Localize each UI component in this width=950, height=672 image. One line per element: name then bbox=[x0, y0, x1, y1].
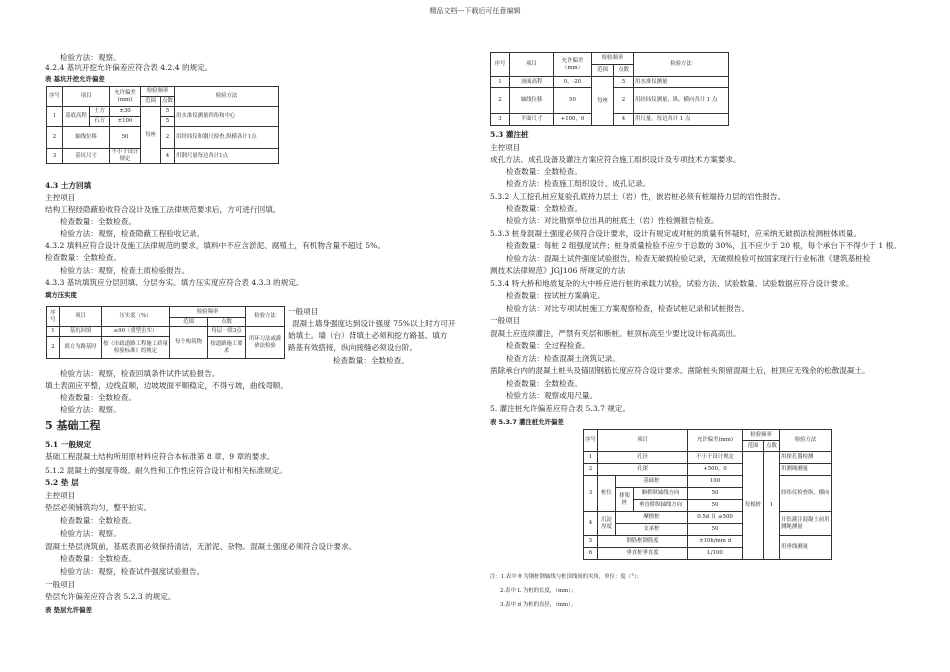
table-cell: 桩位 bbox=[598, 476, 616, 512]
table-cell: 50 bbox=[110, 127, 141, 149]
text-line: 5.3.2 人工挖孔桩应复验孔底持力层土（岩）性，嵌岩桩必须有桩端持力层的岩性报告。 bbox=[490, 192, 786, 201]
text-line: 检验方法：观察，检查隐蔽工程验收记录。 bbox=[60, 229, 205, 238]
text-line: 检验方法：观察。 bbox=[60, 405, 121, 414]
text-line: 检查数量：全数检查。 bbox=[60, 393, 136, 402]
text-line: 检验方法：观察，检查试件强度试验报告。 bbox=[60, 567, 205, 576]
table-cell: 允许偏差（mm） bbox=[554, 53, 592, 77]
section-heading: 5.1 一般规定 bbox=[45, 440, 92, 449]
table-note: 注：1.表中 θ 为钢桩钢轴线与桩顶线间的夹角，单位：度（°）； bbox=[490, 574, 642, 580]
table-cell: 2 bbox=[47, 337, 60, 359]
table-cell: 按《市政道路工程施工质量检验标准》的规定 bbox=[102, 337, 170, 359]
table-cell: 轴线位移 bbox=[63, 127, 110, 149]
table-cell: 排架桩 bbox=[616, 488, 634, 512]
table-cell: 3 bbox=[491, 114, 510, 126]
table-cell: 孔深 bbox=[598, 464, 688, 476]
fill-compaction-table bbox=[46, 306, 285, 359]
table-cell: +500，0 bbox=[688, 464, 743, 476]
table-cell: 项目 bbox=[60, 307, 102, 327]
table-cell: 项目 bbox=[63, 87, 110, 107]
excavation-tolerance-table bbox=[46, 86, 279, 164]
table-caption: 表 垫层允许偏差 bbox=[45, 606, 92, 614]
table-cell: 不小于设计规定 bbox=[688, 452, 743, 464]
text-line: 一般项目 bbox=[490, 316, 521, 325]
table-cell: 项目 bbox=[598, 430, 688, 452]
text-line: 5.1.2 混凝土的强度等级、耐久性和工作性应符合设计和相关标准规定。 bbox=[45, 466, 287, 475]
table-cell: 2 bbox=[584, 464, 598, 476]
text-line: 垫层允许偏差应符合表 5.2.3 的规定。 bbox=[45, 592, 176, 601]
table-cell: 2 bbox=[47, 127, 63, 149]
table-cell: 5 bbox=[161, 117, 175, 127]
text-line: 5. 灌注桩允许偏差应符合表 5.3.7 规定。 bbox=[490, 404, 631, 413]
table-cell: 开钻灌注混凝土前用测绳测量 bbox=[780, 512, 832, 536]
table-cell: 沉淀厚度 bbox=[598, 512, 616, 536]
text-line: 混凝土墙身强度达到设计强度 75%以上时方可开 bbox=[292, 319, 456, 328]
table-caption: 表 基坑开挖允许偏差 bbox=[45, 75, 105, 83]
text-line: 成孔方法、成孔设备及灌注方案应符合施工组织设计及专项技术方案要求。 bbox=[490, 155, 741, 164]
table-cell: 50 bbox=[554, 88, 592, 114]
table-caption: 填方压实度 bbox=[45, 291, 77, 299]
text-line: 检查数量：全数检查。 bbox=[60, 217, 136, 226]
table-cell: 用水准仪测量 bbox=[634, 77, 729, 88]
table-cell: 4 bbox=[161, 149, 175, 164]
table-cell: 压实度（%） bbox=[102, 307, 170, 327]
table-cell: 5 bbox=[161, 107, 175, 117]
table-cell: 用钢尺量每边各计1点 bbox=[175, 149, 279, 164]
table-cell: 2 bbox=[161, 127, 175, 149]
table-cell: 1 bbox=[491, 77, 510, 88]
table-cell: 范围 bbox=[592, 65, 614, 77]
table-cell: 每个构筑物 bbox=[170, 327, 208, 359]
chapter-heading: 5 基础工程 bbox=[45, 419, 101, 432]
table-cell: 2 bbox=[614, 88, 634, 114]
table-cell: 1 bbox=[584, 452, 598, 464]
table-cell: 不小于设计规定 bbox=[110, 149, 141, 164]
table-cell: 每座 bbox=[141, 107, 161, 164]
table-cell: 垂直桥纵轴线方向 bbox=[634, 500, 688, 512]
table-cell: 孔径 bbox=[598, 452, 688, 464]
text-line: 5.3.3 桩身混凝土强度必须符合设计要求，设计有规定或对桩的质量有怀疑时，应采纳无破损法检测桩体质量。 bbox=[490, 229, 862, 238]
table-cell: 序号 bbox=[584, 430, 598, 452]
table-cell: 每座 bbox=[592, 77, 614, 126]
text-line: 填土表面应平整，边线直顺，边坡坡面平顺稳定，不得亏坡，曲线弯顺。 bbox=[45, 381, 288, 390]
table-cell: 检验频率 bbox=[743, 430, 780, 441]
table-cell: 石方 bbox=[90, 117, 110, 127]
table-cell: 5 bbox=[614, 77, 634, 88]
table-cell: 检验频率 bbox=[592, 53, 634, 65]
table-cell: 允许偏差(mm) bbox=[110, 87, 141, 107]
text-line: 检查数量：全数检查。 bbox=[333, 356, 409, 365]
table-cell: 点数 bbox=[614, 65, 634, 77]
section-heading: 4.3 土方回填 bbox=[45, 181, 92, 190]
table-note: 3.表中 d 为桩的直径，（mm）。 bbox=[500, 602, 577, 608]
table-cell: 4 bbox=[614, 114, 634, 126]
table-cell: 基坑回填 bbox=[60, 327, 102, 337]
table-cell: +100，0 bbox=[554, 114, 592, 126]
text-line: 检查数量：全过程检查。 bbox=[506, 341, 590, 350]
text-line: 检验方法：对比勘察单位出具的桩底土（岩）性检测报告检查。 bbox=[506, 216, 719, 225]
text-line: 4.3.3 基坑填筑应分层回填、分层夯实。填方压实度应符合表 4.3.3 的规定。 bbox=[45, 278, 304, 287]
table-note: 2.表中 L 为桩的长度，（mm）； bbox=[500, 588, 577, 594]
text-line: 检查数量：全数检查。 bbox=[506, 379, 582, 388]
text-line: 检验方法：观察，检查回填条件试件试验报告。 bbox=[60, 369, 220, 378]
text-line: 结构工程经隐蔽验收符合设计及施工法律规范要求后，方可进行回填。 bbox=[45, 205, 281, 214]
table-cell: 钢筋框钢筋度 bbox=[598, 536, 688, 548]
text-line: 检查数量：全数检查。 bbox=[506, 204, 582, 213]
table-cell: 检验方法 bbox=[246, 307, 285, 327]
table-cell: 100 bbox=[688, 476, 743, 488]
text-line: 检验方法：观察。 bbox=[60, 529, 121, 538]
table-cell: 范围 bbox=[743, 441, 764, 452]
text-line: 主控项目 bbox=[45, 193, 76, 202]
table-cell: 2 bbox=[491, 88, 510, 114]
text-line: 始填土。墙（台）背填土必须和挖方路基、填方 bbox=[288, 331, 448, 340]
bedding-tolerance-table bbox=[490, 52, 729, 126]
table-cell: 用环刀法或灌砂法检验 bbox=[246, 327, 285, 359]
text-line: 基础工程混凝土结构所用原材料应符合本标准第 8 章、9 章的要求。 bbox=[45, 452, 275, 461]
table-cell: L/100 bbox=[688, 548, 743, 560]
section-heading: 5.3 灌注桩 bbox=[490, 130, 529, 139]
table-cell: 50 bbox=[688, 488, 743, 500]
table-cell: ≥90（重型击实） bbox=[102, 327, 170, 337]
table-cell: 基底高程 bbox=[63, 107, 90, 127]
page-header: 精品文档---下载后可任意编辑 bbox=[429, 7, 521, 15]
table-cell: 经纬仪检查纵、横向 bbox=[780, 476, 832, 512]
text-line: 凿除承台内的混凝土桩头及锚固钢筋长度应符合设计要求。凿除桩头预留混凝土后，桩顶应无残余的松散混凝土。 bbox=[490, 366, 870, 375]
table-cell: 检验方法 bbox=[634, 53, 729, 77]
text-line: 检查数量：全数检查。 bbox=[60, 516, 136, 525]
text-line: 测技术法律规范》JGJ106 所规定的方法 bbox=[490, 266, 626, 275]
table-cell: 垂直桩垂直度 bbox=[598, 548, 688, 560]
table-cell: 5 bbox=[584, 536, 598, 548]
table-cell: 6 bbox=[584, 548, 598, 560]
table-cell: 检验频率 bbox=[170, 307, 246, 318]
text-line: 5.3.4 特大桥和地质复杂的大中桥应进行桩的承载力试验，试验方法、试验数量、试验数据应符合设计要求。 bbox=[490, 279, 854, 288]
text-line: 主控项目 bbox=[45, 491, 76, 500]
table-cell: 序号 bbox=[47, 307, 60, 327]
table-cell: 1 bbox=[764, 452, 780, 560]
table-cell: 项目 bbox=[510, 53, 554, 77]
table-cell: 0.5d 且 ≤500 bbox=[688, 512, 743, 524]
table-cell: 序号 bbox=[47, 87, 63, 107]
table-cell: 用经纬仪测量，纵、横向各计 1 点 bbox=[634, 88, 729, 114]
table-cell: 4 bbox=[584, 512, 598, 536]
table-cell: 用水准仪测量四角和中心 bbox=[175, 107, 279, 127]
table-cell: 检验频率 bbox=[141, 87, 175, 97]
table-cell: 范围 bbox=[170, 318, 208, 327]
table-cell: 点数 bbox=[764, 441, 780, 452]
table-cell: 填方为路基时 bbox=[60, 337, 102, 359]
table-cell: 3 bbox=[584, 476, 598, 512]
table-cell: 检验方法 bbox=[175, 87, 279, 107]
table-cell: 用尺量，每边各计 1 点 bbox=[634, 114, 729, 126]
text-line: 检验方法：观察。 bbox=[60, 53, 121, 62]
table-cell: 顶面高程 bbox=[510, 77, 554, 88]
text-line: 检查数量：按试桩方案确定。 bbox=[506, 291, 605, 300]
text-line: 检查数量：全数检查。 bbox=[506, 167, 582, 176]
table-cell: 顺桥纵轴线方向 bbox=[634, 488, 688, 500]
table-cell: 每根桩 bbox=[743, 452, 764, 560]
text-line: 混凝土垫层浇筑前，基底表面必须保持清洁，无淤泥、杂物。混凝土强度必须符合设计要求。 bbox=[45, 542, 357, 551]
table-cell: 1 bbox=[47, 327, 60, 337]
text-line: 4.3.2 填料应符合设计及施工法律规范的要求，填料中不应含淤泥、腐殖土，有机物含量不超过 5%。 bbox=[45, 241, 385, 250]
table-cell: 50 bbox=[688, 500, 743, 512]
table-cell: 轴线位移 bbox=[510, 88, 554, 114]
table-cell: ±100 bbox=[110, 117, 141, 127]
text-line: 检查数量：全数检查。 bbox=[45, 253, 121, 262]
table-cell: 基础桩 bbox=[616, 476, 688, 488]
text-line: 检查方法：检查混凝土浇筑记录。 bbox=[506, 354, 620, 363]
table-cell: 序号 bbox=[491, 53, 510, 77]
text-line: 4.2.4 基坑开挖允许偏差应符合表 4.2.4 的规定。 bbox=[45, 63, 213, 72]
section-heading: 5.2 垫 层 bbox=[45, 478, 79, 487]
table-cell: ±30 bbox=[110, 107, 141, 117]
text-line: 检查方法：检查施工组织设计、成孔记录。 bbox=[506, 179, 651, 188]
table-cell: 检验方法 bbox=[780, 430, 832, 452]
text-line: 垫层必须铺筑均匀，整平拍实。 bbox=[45, 503, 152, 512]
table-cell: 用探孔器检测 bbox=[780, 452, 832, 464]
text-line: 路基有效搭接，纵向接缝必须设台阶。 bbox=[288, 343, 418, 352]
text-line: 主控项目 bbox=[490, 143, 521, 152]
table-cell: 1 bbox=[47, 107, 63, 127]
bored-pile-tolerance-table bbox=[583, 429, 832, 560]
text-line: 检查数量：每桩 2 组强度试件；桩身质量检验不应少于总数的 30%，且不应少于 20 根，每个承台下不得少于 1 根。 bbox=[506, 241, 901, 250]
table-cell: 3 bbox=[47, 149, 63, 164]
table-cell: 允许偏差(mm) bbox=[688, 430, 743, 452]
table-cell: ±10h/mm d bbox=[688, 536, 743, 548]
table-cell: 基坑尺寸 bbox=[63, 149, 110, 164]
table-cell: 点数 bbox=[208, 318, 246, 327]
text-line: 一般项目 bbox=[45, 580, 76, 589]
text-line: 一般项目 bbox=[288, 307, 319, 316]
table-cell: 范围 bbox=[141, 97, 161, 107]
table-cell: 点数 bbox=[161, 97, 175, 107]
table-cell: 按道路施工要求 bbox=[208, 337, 246, 359]
text-line: 检验方法：混凝土试件强度试验报告，检查无破损检验记录，无破损检验可按国家现行行业标准《建筑基桩检 bbox=[506, 254, 871, 263]
table-cell: 用垂线测量 bbox=[780, 536, 832, 560]
table-cell: 用测绳测量 bbox=[780, 464, 832, 476]
table-cell: 用经纬仪和钢尺检查,纵横各计1点 bbox=[175, 127, 279, 149]
table-cell: 支承桩 bbox=[616, 524, 688, 536]
text-line: 检验方法：观察，检查土质检验报告。 bbox=[60, 266, 190, 275]
text-line: 检验方法：对比专项试桩施工方案观察检查，检查试桩记录和试桩报告。 bbox=[506, 304, 749, 313]
table-cell: 土方 bbox=[90, 107, 110, 117]
table-cell: 0，-20 bbox=[554, 77, 592, 88]
table-cell: 每层一组3点 bbox=[208, 327, 246, 337]
text-line: 检验方法：观察或用尺量。 bbox=[506, 391, 598, 400]
table-caption: 表 5.3.7 灌注桩允许偏差 bbox=[490, 418, 564, 426]
table-cell: 摩擦桩 bbox=[616, 512, 688, 524]
table-cell: 平面尺寸 bbox=[510, 114, 554, 126]
text-line: 混凝土应连续灌注，严禁有夹层和断桩。桩顶标高至少要比设计标高高出。 bbox=[490, 329, 741, 338]
text-line: 检查数量：全数检查。 bbox=[60, 554, 136, 563]
table-cell: 50 bbox=[688, 524, 743, 536]
